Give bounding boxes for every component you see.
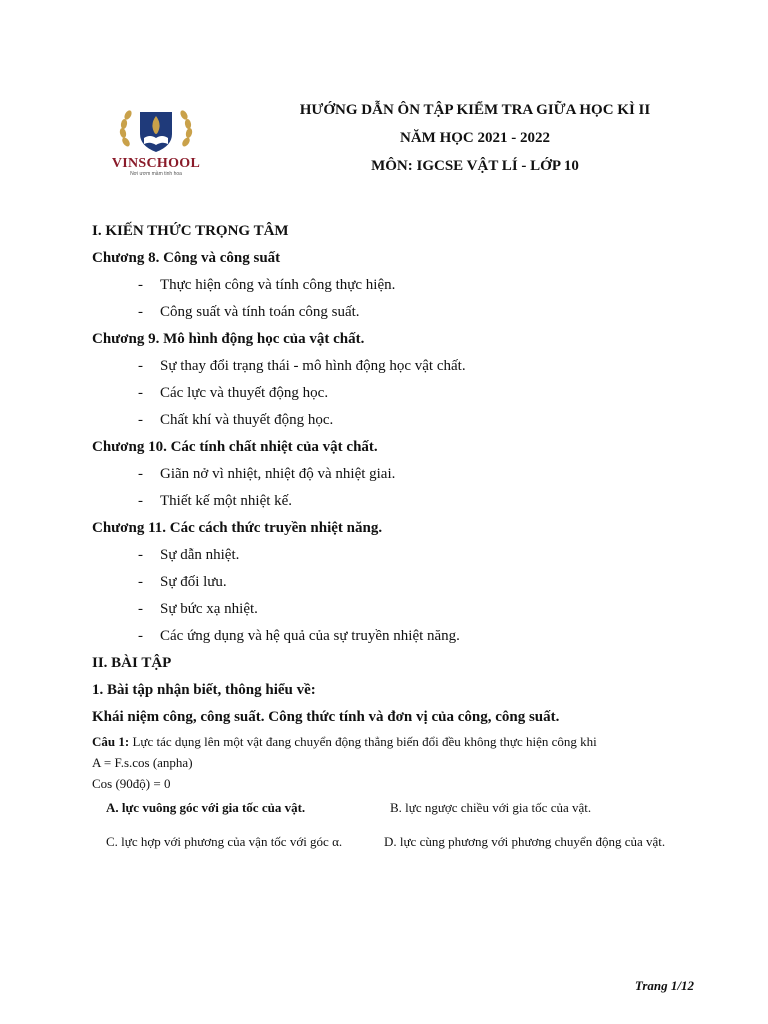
list-item: - Công suất và tính toán công suất. bbox=[138, 304, 360, 320]
list-item: - Các ứng dụng và hệ quả của sự truyền nhiệt năng. bbox=[138, 628, 460, 644]
answer-option-b: B. lực ngược chiều với gia tốc của vật. bbox=[390, 800, 592, 815]
question-1 bbox=[92, 731, 712, 752]
question-text: Lực tác dụng lên một vật đang chuyển động thẳng biến đổi đều không thực hiện công khi bbox=[129, 734, 597, 749]
school-logo bbox=[110, 104, 202, 178]
answer-option-d: D. lực cùng phương với phương chuyển động của vật. bbox=[384, 834, 666, 849]
list-item: - Sự dẫn nhiệt. bbox=[138, 547, 240, 563]
document-header bbox=[240, 96, 710, 180]
logo-tagline: Nơi ươm mầm tinh hoa bbox=[130, 171, 182, 177]
question-label: Câu 1: bbox=[92, 734, 130, 749]
answer-row bbox=[92, 828, 712, 862]
exercise-topic: Khái niệm công, công suất. Công thức tính và đơn vị của công, công suất. bbox=[92, 709, 560, 725]
list-item: - Sự thay đổi trạng thái - mô hình động học vật chất. bbox=[138, 358, 466, 374]
header-title: HƯỚNG DẪN ÔN TẬP KIỂM TRA GIỮA HỌC KÌ II bbox=[299, 102, 651, 118]
laurel-book-icon bbox=[110, 104, 202, 156]
list-item: - Sự đối lưu. bbox=[138, 574, 227, 590]
answer-option-c: C. lực hợp với phương của vận tốc với góc α. bbox=[106, 834, 343, 849]
list-item: - Thiết kế một nhiệt kế. bbox=[138, 493, 293, 509]
list-item: - Chất khí và thuyết động học. bbox=[138, 412, 334, 428]
header-school-year: NĂM HỌC 2021 - 2022 bbox=[400, 130, 550, 146]
page-number: Trang 1/12 bbox=[634, 978, 694, 993]
question-note: A = F.s.cos (anpha) bbox=[92, 755, 193, 770]
chapter-10-title: Chương 10. Các tính chất nhiệt của vật chất. bbox=[92, 439, 378, 455]
question-note: Cos (90độ) = 0 bbox=[92, 776, 171, 791]
exercise-subheading: 1. Bài tập nhận biết, thông hiểu về: bbox=[92, 682, 316, 698]
header-subject: MÔN: IGCSE VẬT LÍ - LỚP 10 bbox=[371, 158, 579, 174]
chapter-8-title: Chương 8. Công và công suất bbox=[92, 250, 281, 266]
list-item: - Các lực và thuyết động học. bbox=[138, 385, 329, 401]
answer-option-a: A. lực vuông góc với gia tốc của vật. bbox=[106, 800, 306, 815]
list-item: - Giãn nở vì nhiệt, nhiệt độ và nhiệt giai. bbox=[138, 466, 396, 482]
list-item: - Sự bức xạ nhiệt. bbox=[138, 601, 258, 617]
answer-row bbox=[92, 794, 712, 828]
section-2-title: II. BÀI TẬP bbox=[92, 655, 172, 671]
chapter-9-title: Chương 9. Mô hình động học của vật chất. bbox=[92, 331, 365, 347]
logo-wordmark: VINSCHOOL bbox=[111, 156, 201, 171]
section-1-title: I. KIẾN THỨC TRỌNG TÂM bbox=[92, 223, 289, 239]
chapter-11-title: Chương 11. Các cách thức truyền nhiệt năng. bbox=[92, 520, 383, 536]
list-item: - Thực hiện công và tính công thực hiện. bbox=[138, 277, 396, 293]
document-body bbox=[92, 218, 712, 862]
